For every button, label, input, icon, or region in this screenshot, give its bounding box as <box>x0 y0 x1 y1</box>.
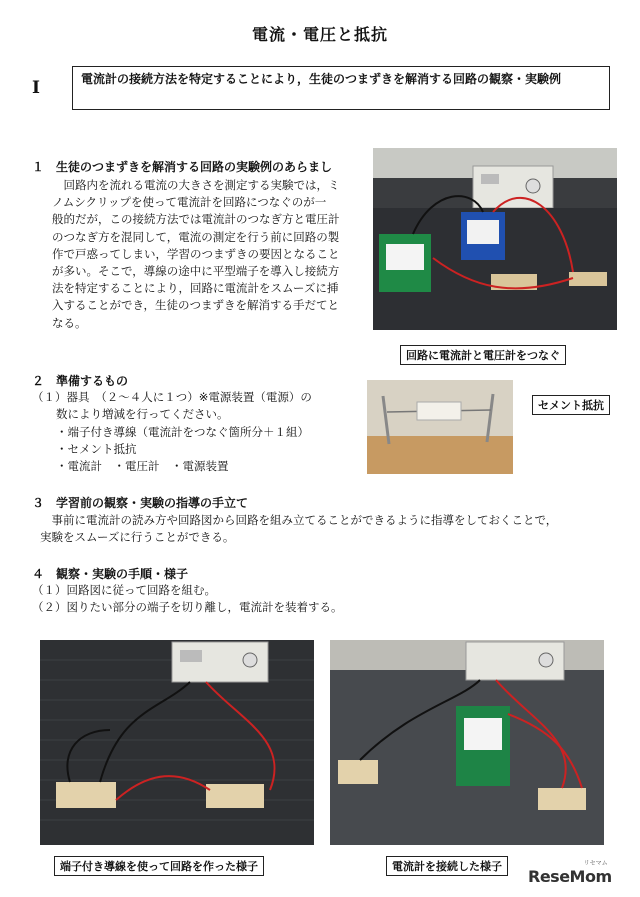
section-4-step: （１）回路図に従って回路を組む。 <box>32 583 216 597</box>
resemom-logo <box>528 858 612 886</box>
caption-photo-4: 電流計を接続した様子 <box>386 856 508 876</box>
section-4-heading: ４ 観察・実験の手順・様子 <box>32 567 189 581</box>
section-1-line: ノムシクリップを使って電流計を回路につなぐのが一 <box>52 195 327 210</box>
section-1-body <box>52 177 370 332</box>
photo-circuit-with-meters <box>373 148 617 330</box>
section-2-bullet: ・端子付き導線（電流計をつなぐ箇所分＋１組） <box>56 425 309 439</box>
section-1-line: なる。 <box>52 315 87 330</box>
section-3-heading: ３ 学習前の観察・実験の指導の手立て <box>32 496 249 510</box>
section-2-heading: ２ 準備するもの <box>32 374 129 388</box>
section-3-line: 事前に電流計の読み方や回路図から回路を組み立てることができるように指導をしておくことで， <box>40 513 558 527</box>
caption-photo-2: セメント抵抗 <box>532 395 610 415</box>
section-2-bullet: ・セメント抵抗 <box>56 442 137 456</box>
caption-photo-1: 回路に電流計と電圧計をつなぐ <box>400 345 566 365</box>
section-1-line: 法を特定することにより，回路に電流計をスムーズに挿 <box>52 281 339 296</box>
section-2-item-1-cont: 数により増減を行ってください。 <box>56 407 229 421</box>
section-1-line: が多い。そこで，導線の途中に平型端子を導入し接続方 <box>52 264 340 279</box>
section-2-bullet: ・電流計 ・電圧計 ・電源装置 <box>56 459 229 473</box>
section-3-body <box>40 512 630 546</box>
section-2-item-1: （１）器具 （２～４人に１つ）※電源装置（電源）の <box>32 390 312 404</box>
photo-cement-resistor <box>367 380 513 474</box>
section-1-line: 回路内を流れる電流の大きさを測定する実験では，ミ <box>52 178 340 192</box>
section-1-line: 作で戸惑ってしまい，学習のつまずきの要因となること <box>52 246 340 261</box>
logo-text: ReseMom <box>528 867 612 886</box>
section-1-line: のつなぎ方を混同して，電流の測定を行う前に回路の製 <box>52 229 340 244</box>
section-3-line: 実験をスムーズに行うことができる。 <box>40 530 235 545</box>
section-1-line: 般的だが，この接続方法では電流計のつなぎ方と電圧計 <box>52 212 340 227</box>
logo-subtext: リセマム <box>583 860 608 867</box>
photo-circuit-terminal-leads <box>40 640 314 845</box>
page-title: 電流・電圧と抵抗 <box>251 25 388 44</box>
section-number: Ⅰ <box>32 78 40 98</box>
caption-photo-3: 端子付き導線を使って回路を作った様子 <box>54 856 264 876</box>
photo-ammeter-connected <box>330 640 604 845</box>
framed-heading: 電流計の接続方法を特定することにより，生徒のつまずきを解消する回路の観察・実験例 <box>72 66 610 110</box>
section-1-heading: １ 生徒のつまずきを解消する回路の実験例のあらまし <box>32 160 333 174</box>
section-4-step: （２）図りたい部分の端子を切り離し，電流計を装着する。 <box>32 600 343 614</box>
section-1-line: 入することができ，生徒のつまずきを解消する手だてと <box>52 298 340 313</box>
